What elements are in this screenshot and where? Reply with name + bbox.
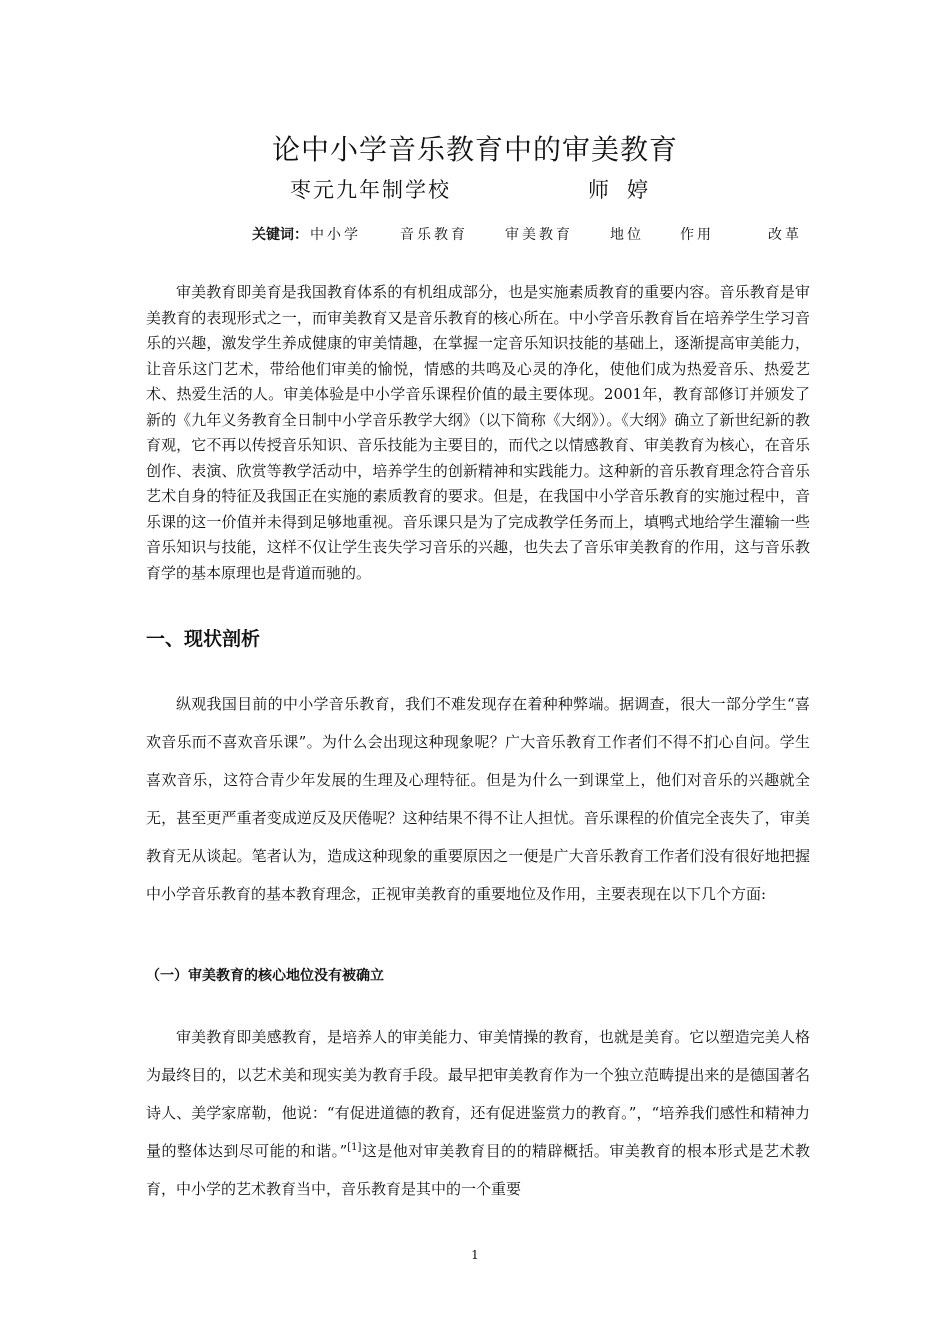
subsection-heading: （一）审美教育的核心地位没有被确立 (146, 968, 384, 984)
keyword: 地位 (610, 227, 644, 243)
document-title: 论中小学音乐教育中的审美教育 (271, 133, 678, 166)
body-text: 审美教育即美感教育，是培养人的审美能力、审美情操的教育，也就是美育。它以塑造完美人格为最终目的，以艺术美和现实美为教育手段。最早把审美教育作为一个独立范畴提出来的是德国著名诗人、美学家席勒，他说：“有促进道德的教育，还有促进鉴赏力的教育。”，“培养我们感性和精神力量的整体达到尽可能的和谐。” (146, 1028, 810, 1160)
author-name: 师婷 (588, 178, 666, 202)
keywords-line (252, 224, 802, 244)
body-paragraph (146, 1018, 810, 1208)
keyword: 审美教育 (505, 227, 573, 243)
body-paragraph: 纵观我国目前的中小学音乐教育，我们不难发现存在着种种弊端。据调查，很大一部分学生“喜欢音乐而不喜欢音乐课”。为什么会出现这种现象呢？广大音乐教育工作者们不得不扪心自问。学生喜欢音乐，这符合青少年发展的生理及心理特征。但是为什么一到课堂上，他们对音乐的兴趣就全无，甚至更严重者变成逆反及厌倦呢？这种结果不得不让人担忧。音乐课程的价值完全丧失了，审美教育无从谈起。笔者认为，造成这种现象的重要原因之一便是广大音乐教育工作者们没有很好地把握中小学音乐教育的基本教育理念，正视审美教育的重要地位及作用，主要表现在以下几个方面: (146, 695, 810, 903)
footnote-reference[interactable]: [1] (347, 1142, 362, 1153)
keyword: 改革 (768, 227, 802, 243)
keywords-label: 关键词： (252, 227, 308, 243)
page-number: 1 (471, 1248, 479, 1262)
keyword: 中小学 (310, 227, 361, 243)
author-school: 枣元九年制学校 (290, 178, 451, 202)
body-text: 这是他对审美教育目的的精辟概括。审美教育的根本形式是艺术教育，中小学的艺术教育当中，音乐教育是其中的一个重要 (146, 1142, 810, 1198)
keyword: 音乐教育 (400, 227, 468, 243)
intro-paragraph: 审美教育即美育是我国教育体系的有机组成部分，也是实施素质教育的重要内容。音乐教育是审美教育的表现形式之一，而审美教育又是音乐教育的核心所在。中小学音乐教育旨在培养学生学习音乐的兴趣，激发学生养成健康的审美情趣，在掌握一定音乐知识技能的基础上，逐渐提高审美能力，让音乐这门艺术，带给他们审美的愉悦，情感的共鸣及心灵的净化，使他们成为热爱音乐、热爱艺术、热爱生活的人。审美体验是中小学音乐课程价值的最主要体现。2001年，教育部修订并颁发了新的《九年义务教育全日制中小学音乐教学大纲》（以下简称《大纲》）。《大纲》确立了新世纪新的教育观，它不再以传授音乐知识、音乐技能为主要目的，而代之以情感教育、审美教育为核心，在音乐创作、表演、欣赏等教学活动中，培养学生的创新精神和实践能力。这种新的音乐教育理念符合音乐艺术自身的特征及我国正在实施的素质教育的要求。但是，在我国中小学音乐教育的实施过程中，音乐课的这一价值并未得到足够地重视。音乐课只是为了完成教学任务而上，填鸭式地给学生灌输一些音乐知识与技能，这样不仅让学生丧失学习音乐的兴趣，也失去了音乐审美教育的作用，这与音乐教育学的基本原理也是背道而驰的。 (146, 283, 810, 582)
keyword: 作用 (680, 227, 714, 243)
section-heading: 一、现状剖析 (146, 628, 261, 650)
